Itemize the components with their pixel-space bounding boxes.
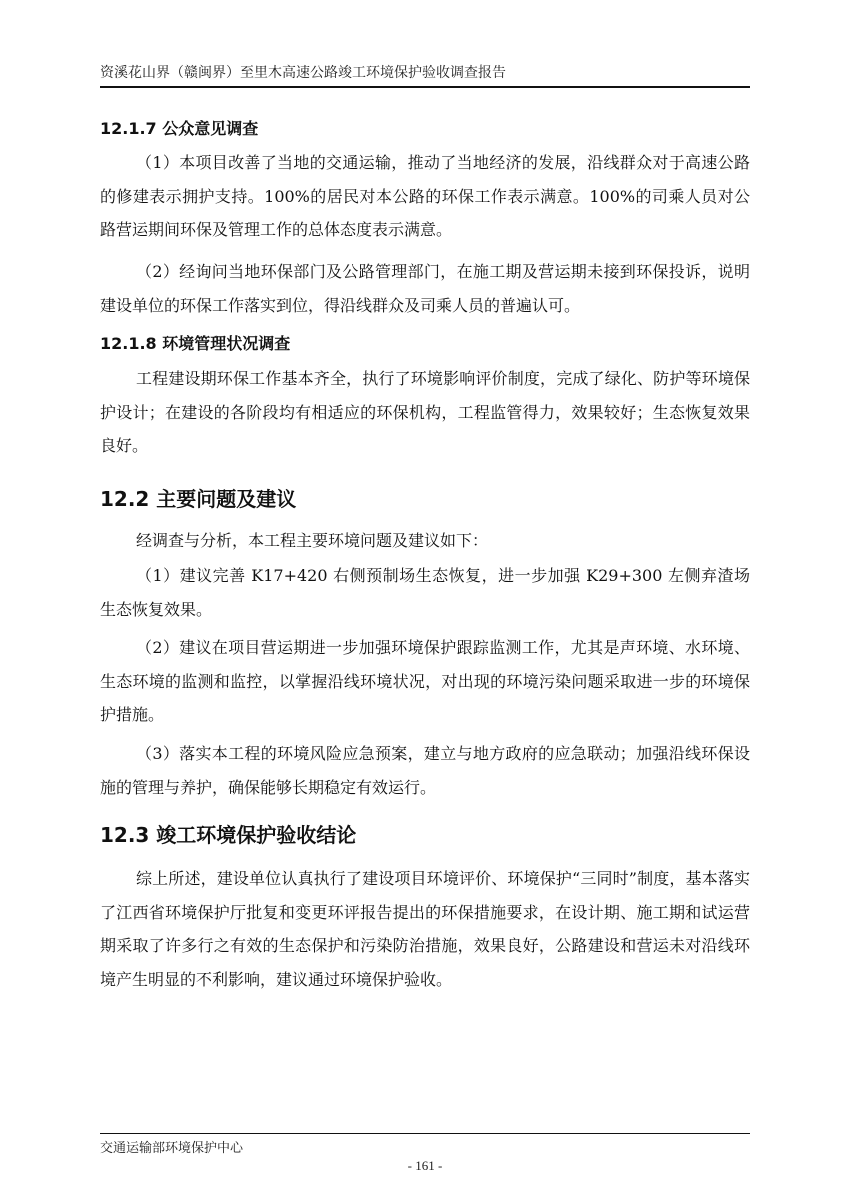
- running-header: 资溪花山界（赣闽界）至里木高速公路竣工环境保护验收调查报告: [100, 65, 506, 81]
- header-rule: [100, 86, 750, 88]
- footer-rule: [100, 1133, 750, 1134]
- footer-organization: 交通运输部环境保护中心: [100, 1141, 244, 1156]
- heading-12-2: 12.2 主要问题及建议: [100, 487, 297, 511]
- paragraph-12-1-8-1: 工程建设期环保工作基本齐全，执行了环境影响评价制度，完成了绿化、防护等环境保护设计；在建设的各阶段均有相适应的环保机构，工程监管得力，效果较好；生态恢复效果良好。: [100, 369, 750, 455]
- paragraph-12-3-1: 综上所述，建设单位认真执行了建设项目环境评价、环境保护“三同时”制度，基本落实了江西省环境保护厅批复和变更环评报告提出的环保措施要求，在设计期、施工期和试运营期采取了许多行之有效的生态保护和污染防治措施，效果良好，公路建设和营运未对沿线环境产生明显的不利影响，建议通过环境保护验收。: [100, 869, 750, 989]
- page-number: - 161 -: [407, 1158, 443, 1173]
- paragraph-12-2-1: （1）建议完善 K17+420 右侧预制场生态恢复，进一步加强 K29+300 左侧弃渣场生态恢复效果。: [100, 566, 750, 619]
- heading-12-3: 12.3 竣工环境保护验收结论: [100, 823, 357, 847]
- paragraph-12-2-3: （3）落实本工程的环境风险应急预案，建立与地方政府的应急联动；加强沿线环保设施的管理与养护，确保能够长期稳定有效运行。: [100, 744, 750, 797]
- heading-12-1-8: 12.1.8 环境管理状况调查: [100, 334, 291, 353]
- paragraph-12-1-7-1: （1）本项目改善了当地的交通运输，推动了当地经济的发展，沿线群众对于高速公路的修建表示拥护支持。100%的居民对本公路的环保工作表示满意。100%的司乘人员对公路营运期间环保及管理工作的总体态度表示满意。: [100, 153, 750, 239]
- paragraph-12-2-intro: 经调查与分析，本工程主要环境问题及建议如下：: [136, 531, 489, 550]
- heading-12-1-7: 12.1.7 公众意见调查: [100, 119, 259, 138]
- paragraph-12-2-2: （2）建议在项目营运期进一步加强环境保护跟踪监测工作，尤其是声环境、水环境、生态环境的监测和监控，以掌握沿线环境状况，对出现的环境污染问题采取进一步的环境保护措施。: [100, 638, 750, 724]
- paragraph-12-1-7-2: （2）经询问当地环保部门及公路管理部门，在施工期及营运期未接到环保投诉，说明建设单位的环保工作落实到位，得沿线群众及司乘人员的普遍认可。: [100, 262, 750, 315]
